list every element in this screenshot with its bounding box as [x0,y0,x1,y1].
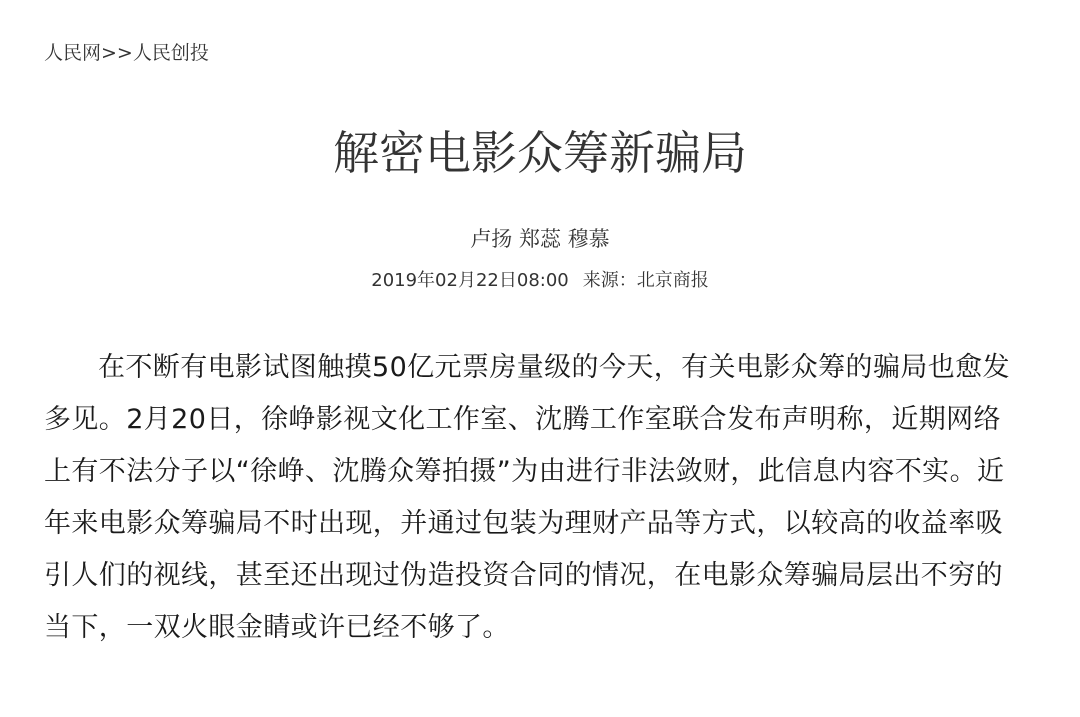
breadcrumb-home-link[interactable]: 人民网 [44,42,102,64]
article-meta [0,267,1080,295]
breadcrumb-separator: >> [101,42,133,64]
breadcrumb-section-link[interactable]: 人民创投 [132,42,209,64]
article-source: 来源：北京商报 [582,270,709,291]
article-authors: 卢扬 郑蕊 穆慕 [470,227,610,251]
breadcrumb [44,40,209,66]
article-paragraph: 在不断有电影试图触摸50亿元票房量级的今天，有关电影众筹的骗局也愈发多见。2月20日，徐峥影视文化工作室、沈腾工作室联合发布声明称，近期网络上有不法分子以“徐峥、沈腾众筹拍摄”为由进行非法敛财，此信息内容不实。近年来电影众筹骗局不时出现，并通过包装为理财产品等方式，以较高的收益率吸引人们的视线，甚至还出现过伪造投资合同的情况，在电影众筹骗局层出不穷的当下，一双火眼金睛或许已经不够了。 [44,352,1010,643]
article-datetime: 2019年02月22日08:00 [371,270,569,291]
article-title: 解密电影众筹新骗局 [333,126,747,180]
